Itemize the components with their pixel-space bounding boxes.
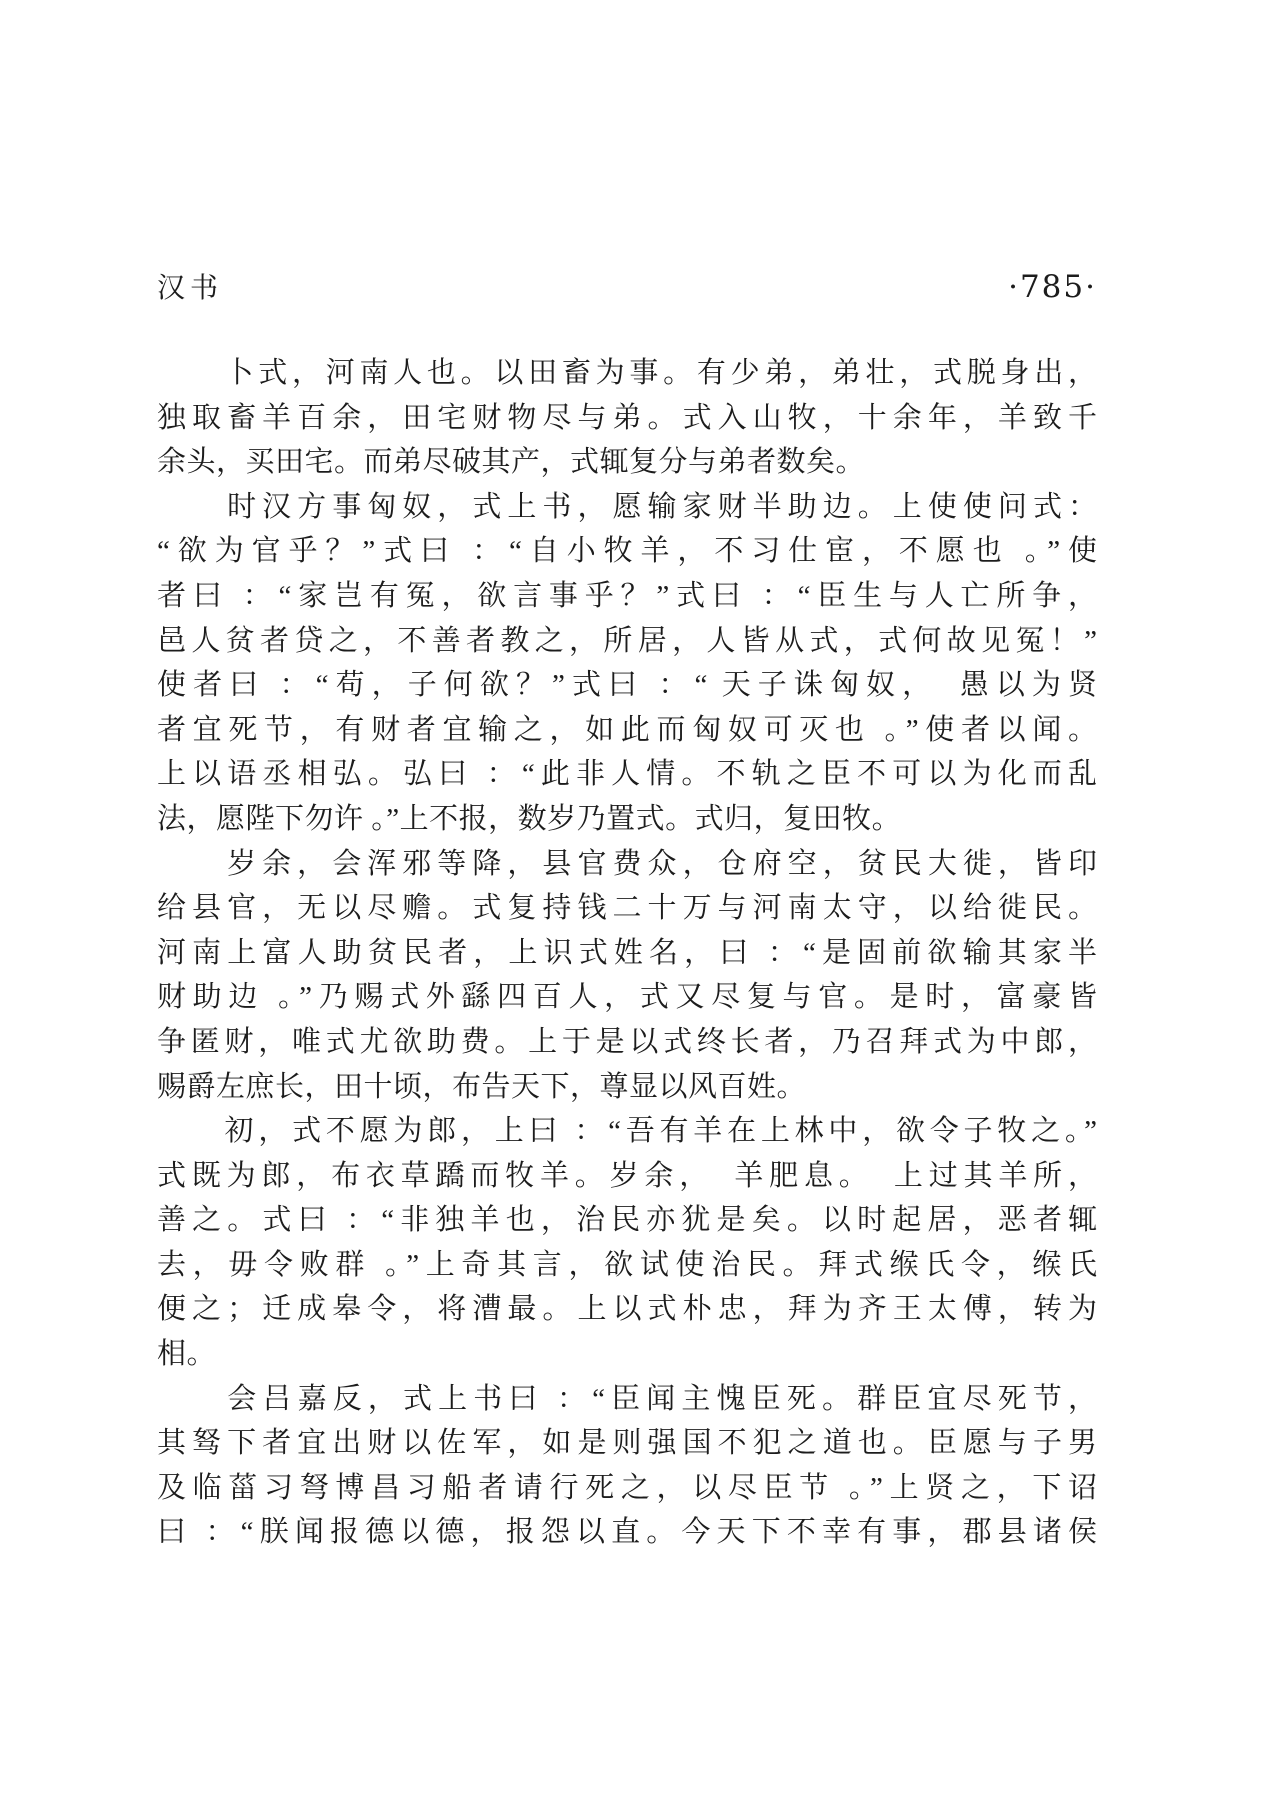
- paragraph-4: [157, 1109, 1097, 1377]
- text-line: 岁余，会浑邪等降，县官费众，仓府空，贫民大徙，皆印: [157, 847, 1097, 880]
- text-line: 给县官，无以尽赡。式复持钱二十万与河南太守，以给徙民。: [157, 892, 1097, 925]
- text-line: 财助边 。”乃赐式外繇四百人，式又尽复与官。是时，富豪皆: [157, 981, 1097, 1014]
- running-title: 汉书: [157, 273, 224, 304]
- page-body: [157, 351, 1097, 1555]
- text-line: 会吕嘉反，式上书曰 ：“臣闻主愧臣死。群臣宜尽死节，: [157, 1382, 1097, 1415]
- paragraph-2: [157, 485, 1097, 842]
- paragraph-1: [157, 351, 1097, 485]
- text-line: 其驽下者宜出财以佐军，如是则强国不犯之道也。臣愿与子男: [157, 1427, 1097, 1460]
- text-line: 便之；迁成皋令，将漕最。上以式朴忠，拜为齐王太傅，转为: [157, 1293, 1097, 1326]
- text-line: 使者曰 ：“苟，子何欲？”式曰 ：“ 天子诛匈奴， 愚以为贤: [157, 669, 1097, 702]
- text-line: 上以语丞相弘。弘曰 ：“此非人情。不轨之臣不可以为化而乱: [157, 758, 1097, 791]
- text-line: 初，式不愿为郎，上曰 ：“吾有羊在上林中，欲令子牧之。”: [157, 1115, 1097, 1148]
- text-line: 者宜死节，有财者宜输之，如此而匈奴可灭也 。”使者以闻。: [157, 713, 1097, 746]
- text-line: 独取畜羊百余，田宅财物尽与弟。式入山牧，十余年，羊致千: [157, 401, 1097, 434]
- page-header: [157, 266, 1097, 306]
- text-line: 争匿财，唯式尤欲助费。上于是以式终长者，乃召拜式为中郎，: [157, 1025, 1097, 1058]
- text-line: 河南上富人助贫民者，上识式姓名，曰 ：“是固前欲输其家半: [157, 936, 1097, 969]
- text-line: 者曰 ：“家岂有冤，欲言事乎？”式曰 ：“臣生与人亡所争，: [157, 579, 1097, 612]
- text-line: 式既为郎，布衣草蹻而牧羊。岁余， 羊肥息。 上过其羊所，: [157, 1159, 1097, 1192]
- text-line: 法，愿陛下勿许 。”上不报，数岁乃置式。式归，复田牧。: [157, 802, 902, 835]
- paragraph-3: [157, 842, 1097, 1110]
- page-number: ·785·: [1008, 269, 1097, 305]
- text-line: 善之。式曰 ：“非独羊也，治民亦犹是矣。以时起居，恶者辄: [157, 1204, 1097, 1237]
- text-line: 邑人贫者贷之，不善者教之，所居，人皆从式，式何故见冤！”: [157, 624, 1097, 657]
- text-line: 相。: [157, 1338, 217, 1371]
- paragraph-5: [157, 1377, 1097, 1555]
- text-line: 余头，买田宅。而弟尽破其产，式辄复分与弟者数矣。: [157, 446, 866, 479]
- text-line: 赐爵左庶长，田十顷，布告天下，尊显以风百姓。: [157, 1070, 807, 1103]
- text-line: 去，毋令败群 。”上奇其言，欲试使治民。拜式缑氏令，缑氏: [157, 1248, 1097, 1281]
- text-line: 及临菑习弩博昌习船者请行死之，以尽臣节 。”上贤之，下诏: [157, 1471, 1097, 1504]
- text-line: 卜式，河南人也。以田畜为事。有少弟，弟壮，式脱身出，: [157, 357, 1097, 389]
- text-line: “欲为官乎？”式曰 ：“自小牧羊，不习仕宦，不愿也 。”使: [157, 535, 1097, 568]
- text-line: 时汉方事匈奴，式上书，愿输家财半助边。上使使问式：: [157, 490, 1097, 523]
- text-line: 曰 ：“朕闻报德以德，报怨以直。今天下不幸有事，郡县诸侯: [157, 1516, 1097, 1549]
